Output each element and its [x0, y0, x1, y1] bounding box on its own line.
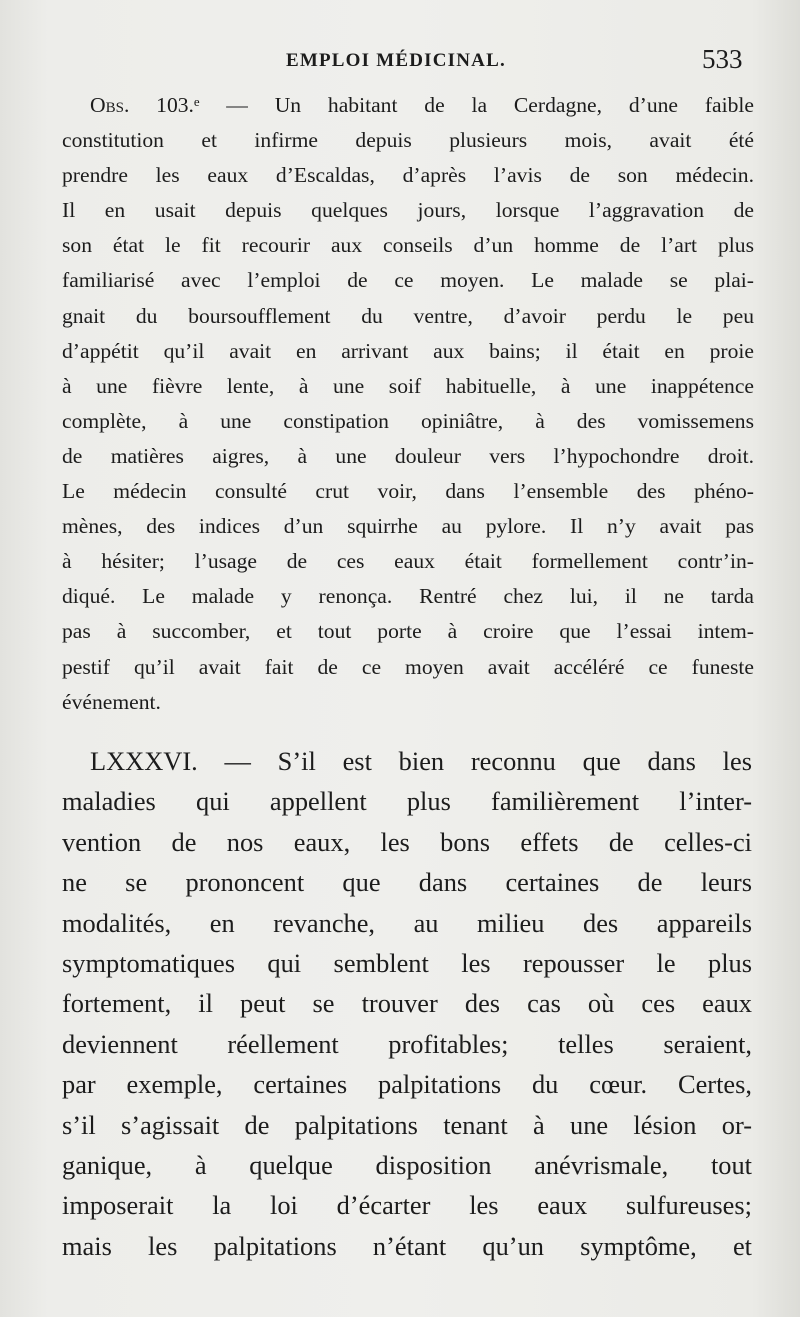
text-line: imposerait la loi d’écarter les eaux sulfureuses; — [62, 1190, 752, 1221]
page-number: 533 — [702, 44, 743, 74]
text-line: de matières aigres, à une douleur vers l’hypochondre droit. — [62, 443, 754, 468]
text-line: familiarisé avec l’emploi de ce moyen. Le malade se plai- — [62, 268, 754, 293]
text-line: pestif qu’il avait fait de ce moyen avait accéléré ce funeste — [62, 654, 754, 679]
section-paragraph — [62, 741, 752, 1266]
text-line: fortement, il peut se trouver des cas où ces eaux — [62, 988, 752, 1019]
text-line: par exemple, certaines palpitations du cœur. Certes, — [62, 1069, 752, 1100]
text-line: son état le fit recourir aux conseils d’un homme de l’art plus — [62, 233, 754, 258]
observation-paragraph — [62, 88, 754, 720]
text-line: vention de nos eaux, les bons effets de celles-ci — [62, 826, 752, 857]
text-line: Le médecin consulté crut voir, dans l’ensemble des phéno- — [62, 479, 754, 504]
text-line: Il en usait depuis quelques jours, lorsque l’aggravation de — [62, 198, 754, 223]
text-line: diqué. Le malade y renonça. Rentré chez lui, il ne tarda — [62, 584, 754, 609]
text-line: LXXXVI. — S’il est bien reconnu que dans les — [90, 746, 752, 776]
text-line: pas à succomber, et tout porte à croire que l’essai intem- — [62, 619, 754, 644]
text-line: maladies qui appellent plus familièrement l’inter- — [62, 786, 752, 817]
text-line: événement. — [62, 689, 161, 714]
text-line: à une fièvre lente, à une soif habituelle, à une inappétence — [62, 373, 754, 398]
text-line: ne se prononcent que dans certaines de leurs — [62, 867, 752, 898]
text-line: mènes, des indices d’un squirrhe au pylore. Il n’y avait pas — [62, 514, 754, 539]
text-line — [62, 88, 754, 123]
running-title: EMPLOI MÉDICINAL. — [286, 50, 506, 71]
text-line: prendre les eaux d’Escaldas, d’après l’avis de son médecin. — [62, 163, 754, 188]
text-line: mais les palpitations n’étant qu’un symptôme, et — [62, 1230, 752, 1261]
text-line: s’il s’agissait de palpitations tenant à une lésion or- — [62, 1109, 752, 1140]
text-line: symptomatiques qui semblent les repousser le plus — [62, 948, 752, 979]
text-line: complète, à une constipation opiniâtre, à des vomissemens — [62, 408, 754, 433]
text-line: d’appétit qu’il avait en arrivant aux bains; il était en proie — [62, 338, 754, 363]
text-line: ganique, à quelque disposition anévrismale, tout — [62, 1150, 752, 1181]
observation-label: Obs. 103.ᵉ — [90, 93, 200, 117]
text-line: modalités, en revanche, au milieu des appareils — [62, 907, 752, 938]
text-line: deviennent réellement profitables; telles seraient, — [62, 1028, 752, 1059]
text-line: constitution et infirme depuis plusieurs mois, avait été — [62, 128, 754, 153]
text-line: gnait du boursoufflement du ventre, d’avoir perdu le peu — [62, 303, 754, 328]
text-line: à hésiter; l’usage de ces eaux était formellement contr’in- — [62, 549, 754, 574]
page-header — [0, 44, 800, 80]
text-line-content: — Un habitant de la Cerdagne, d’une faible — [199, 93, 754, 117]
